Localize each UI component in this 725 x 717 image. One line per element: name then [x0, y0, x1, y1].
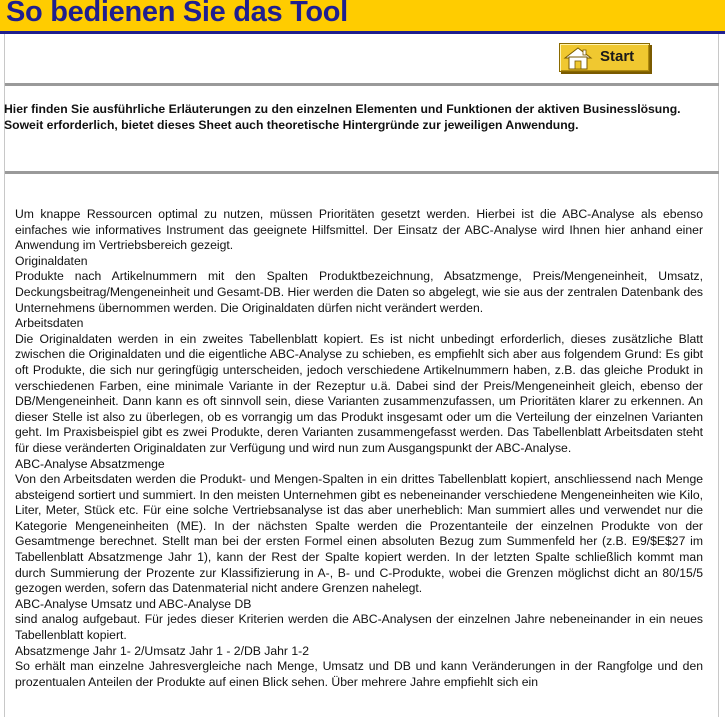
home-icon	[563, 46, 593, 70]
paragraph: Die Originaldaten werden in ein zweites Tabellenblatt kopiert. Es ist nicht unbedingt erforderlich, dieses zusätzliche Blatt zwischen die Originaldaten und die eigentliche ABC-Analyse zu schieben, es empfiehlt sich aber aus folgendem Grund: Es gibt oft Produkte, die sich nur geringfügig unterscheiden, jedoch verschiedene Artikelnummern haben, z.B. das gleiche Produkt in verschiedenen Farben, eine minimale Variante in der Rezeptur u.ä. Dabei sind der Preis/Mengeneinheit gleich, ebenso der DB/Mengeneinheit. Dann kann es oft sinnvoll sein, diese Varianten zusammenzufassen, um Prioritäten klarer zu erkennen. An dieser Stelle ist also zu überlegen, ob es vorrangig um das Produkt insgesamt oder um die Verteilung der einzelnen Varianten geht. Im Praxisbeispiel gibt es zwei Produkte, deren Varianten zusammengefasst werden. Das Tabellenblatt Arbeitsdaten steht für diese veränderten Originaldaten zur Verfügung und wird nun zum Ausgangspunkt der ABC-Analyse.	[15, 331, 703, 455]
start-button[interactable]	[559, 43, 650, 72]
paragraph: So erhält man einzelne Jahresvergleiche nach Menge, Umsatz und DB und kann Veränderungen in der Rangfolge und den prozentualen Anteilen der Produkte auf einen Blick sehen. Über mehrere Jahre empfiehlt sich ein	[15, 659, 703, 689]
left-border	[4, 34, 5, 717]
paragraph: Produkte nach Artikelnummern mit den Spalten Produktbezeichnung, Absatzmenge, Preis/Mengeneinheit, Umsatz, Deckungsbeitrag/Mengeneinheit und Gesamt-DB. Hier werden die Daten so abgelegt, wie sie aus der zentralen Datenbank des Unternehmens übernommen werden. Die Originaldaten dürfen nicht verändert werden.	[15, 269, 703, 315]
start-button-label: Start	[600, 48, 635, 65]
intro-text: Hier finden Sie ausführliche Erläuterungen zu den einzelnen Elementen und Funktionen der aktiven Businesslösung. Soweit erforderlich, bietet dieses Sheet auch theoretische Hintergründe zur jeweiligen Anwendung.	[4, 102, 681, 132]
title-underline	[0, 31, 725, 34]
paragraph: Von den Arbeitsdaten werden die Produkt- und Mengen-Spalten in ein drittes Tabellenblatt kopiert, anschliessend nach Menge absteigend sortiert und summiert. In den meisten Unternehmen gibt es nebeneinander verschiedene Mengeneinheiten wie Kilo, Liter, Meter, Stück etc. Für eine solche Vertriebsanalyse ist das aber unerheblich: Man summiert alles und verwendet nur die Kategorie Mengeneinheiten (ME). In der nächsten Spalte werden die Prozentanteile der einzelnen Produkte von der Gesamtmenge berechnet. Stellt man bei der ersten Formel einen absoluten Bezug zum Summenfeld her (z.B. E9/$E$27 im Tabellenblatt Absatzmenge Jahr 1), kann der Rest der Spalte kopiert werden. In der letzten Spalte schließlich kommt man durch Summierung der Prozente zur Klassifizierung in A-, B- und C-Produkte, wobei die Grenzen möglichst dicht an 80/15/5 gezogen werden, sofern das Datenmaterial nicht andere Grenzen nahelegt.	[15, 472, 703, 596]
section-heading: Originaldaten	[15, 253, 88, 268]
divider	[5, 171, 719, 174]
right-border	[718, 34, 719, 717]
page-title: So bedienen Sie das Tool	[6, 0, 348, 28]
title-bar	[0, 0, 725, 31]
section-heading: Absatzmenge Jahr 1- 2/Umsatz Jahr 1 - 2/DB Jahr 1-2	[15, 643, 309, 658]
divider	[5, 83, 719, 86]
paragraph: sind analog aufgebaut. Für jedes dieser Kriterien werden die ABC-Analysen der einzelnen Jahre nebeneinander in ein neues Tabellenblatt kopiert.	[15, 612, 703, 643]
explanation-body	[15, 207, 703, 690]
section-heading: ABC-Analyse Absatzmenge	[15, 456, 165, 471]
paragraph: Um knappe Ressourcen optimal zu nutzen, müssen Prioritäten gesetzt werden. Hierbei ist die ABC-Analyse als ebenso einfaches wie informatives Instrument das geeignete Hilfsmittel. Der Einsatz der ABC-Analyse wird Ihnen hier anhand einer Anwendung im Vertriebsbereich gezeigt.	[15, 207, 703, 253]
section-heading: Arbeitsdaten	[15, 316, 84, 331]
section-heading: ABC-Analyse Umsatz und ABC-Analyse DB	[15, 596, 252, 611]
